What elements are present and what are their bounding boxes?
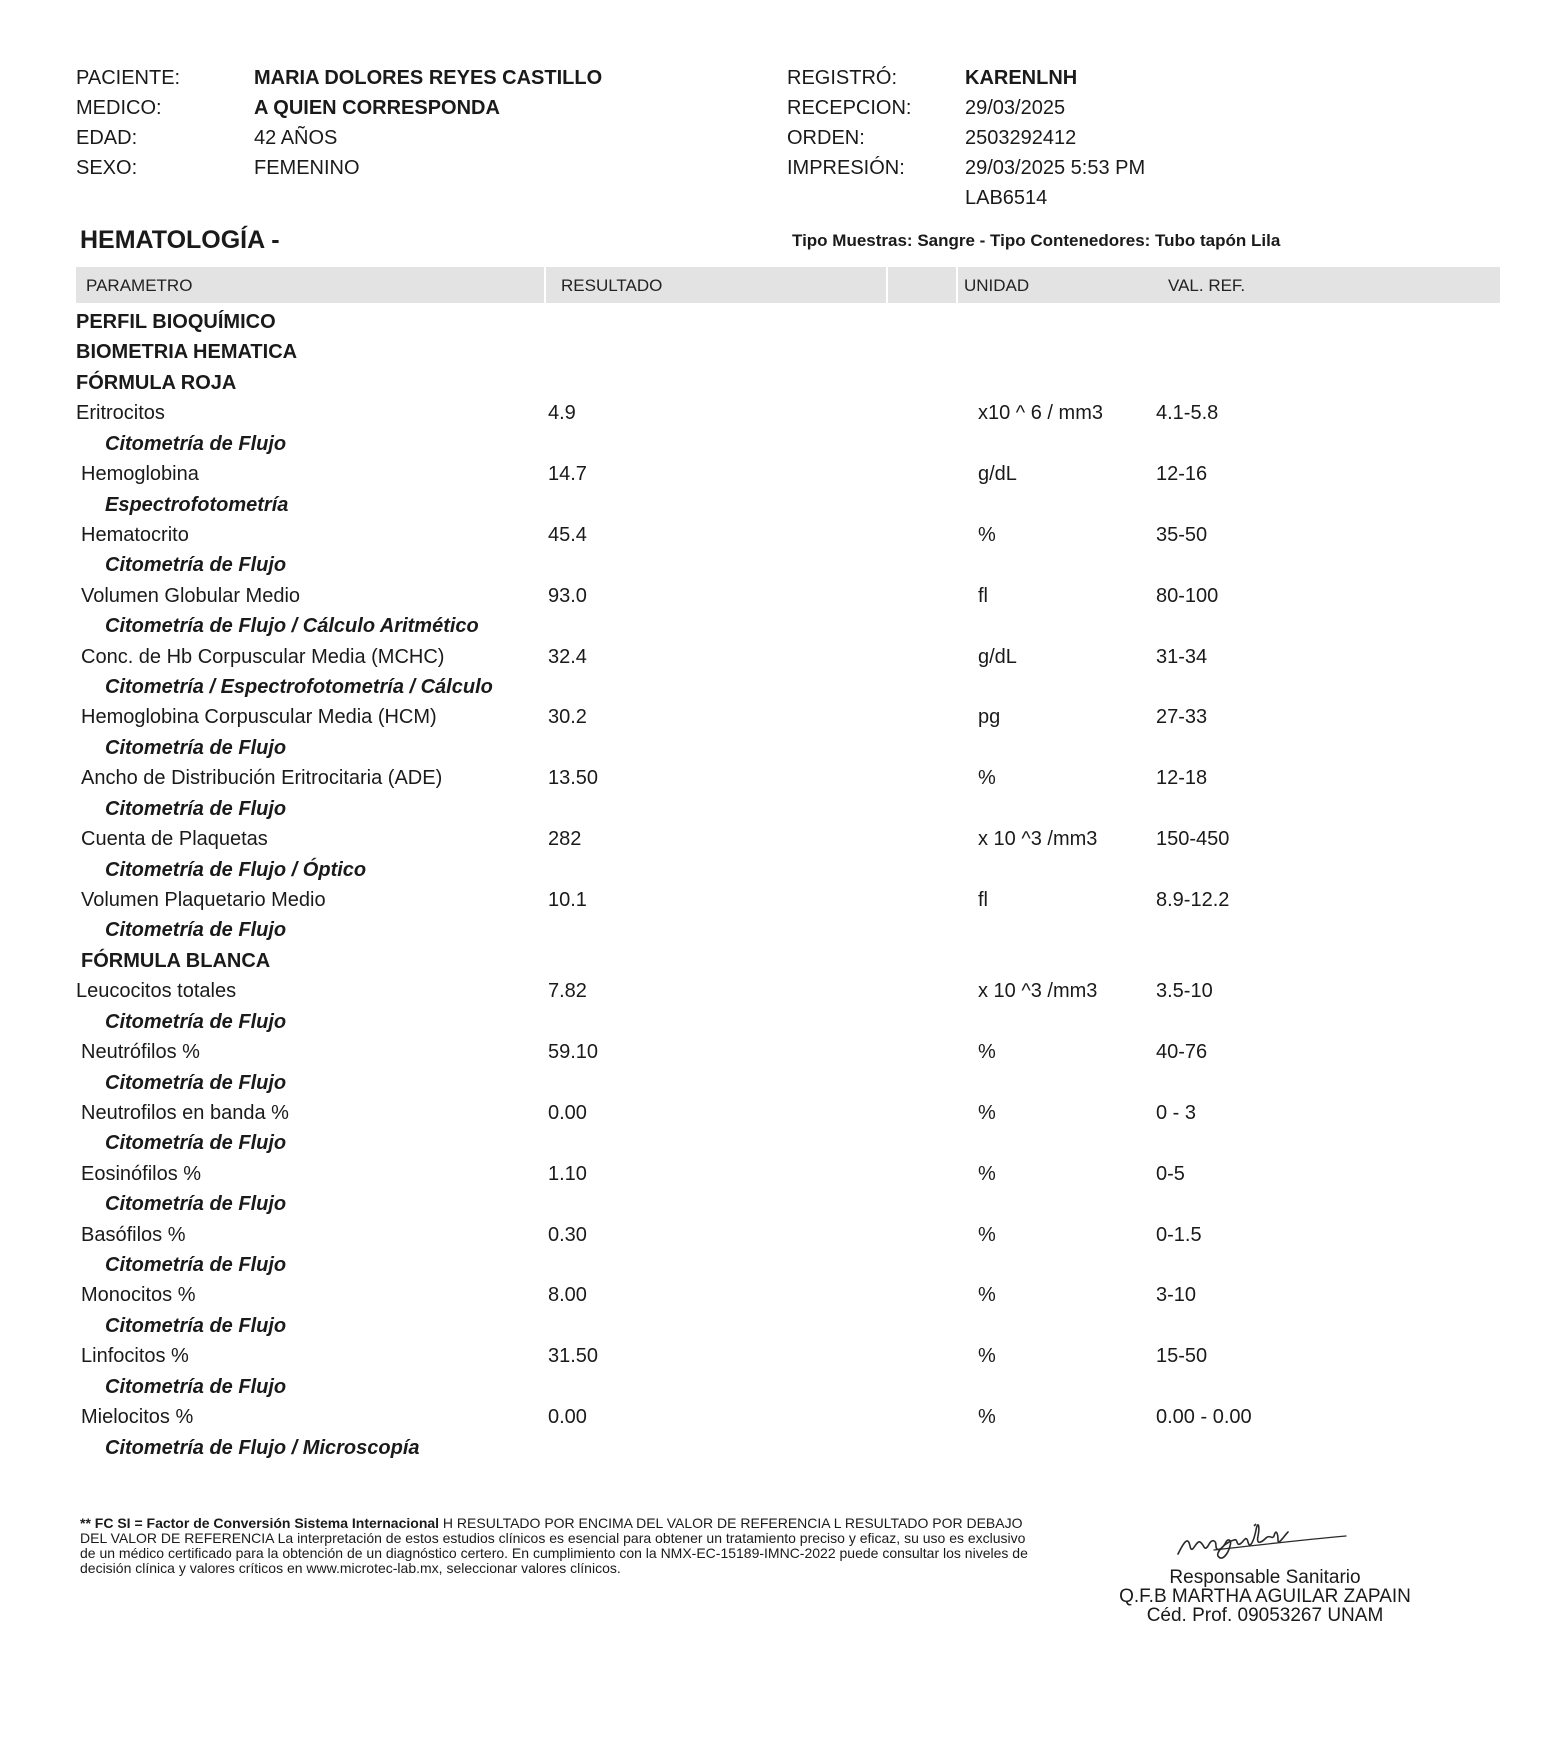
method-row <box>0 919 1545 949</box>
method-row <box>0 1193 1545 1223</box>
reference-value: 80-100 <box>1156 585 1219 607</box>
unit-value: g/dL <box>978 463 1017 485</box>
table-row <box>0 1102 1545 1132</box>
method-row <box>0 615 1545 645</box>
method-name: Citometría de Flujo <box>105 1193 287 1215</box>
method-name: Citometría de Flujo <box>105 1132 287 1154</box>
result-value: 1.10 <box>548 1163 587 1185</box>
reference-value: 0-5 <box>1156 1163 1185 1185</box>
table-row <box>0 524 1545 554</box>
reference-value: 0 - 3 <box>1156 1102 1197 1124</box>
table-row <box>0 1284 1545 1314</box>
result-value: 7.82 <box>548 980 587 1002</box>
table-row <box>0 1345 1545 1375</box>
signature-image <box>1170 1506 1350 1566</box>
responsable-name: Q.F.B MARTHA AGUILAR ZAPAIN <box>1119 1586 1411 1607</box>
method-row <box>0 1011 1545 1041</box>
reference-value: 4.1-5.8 <box>1156 402 1219 424</box>
result-value: 10.1 <box>548 889 587 911</box>
result-value: 0.00 <box>548 1102 587 1124</box>
reference-value: 0-1.5 <box>1156 1224 1202 1246</box>
unit-value: fl <box>978 889 988 911</box>
method-row <box>0 737 1545 767</box>
result-value: 4.9 <box>548 402 576 424</box>
unit-value: % <box>978 1284 996 1306</box>
method-name: Citometría de Flujo <box>105 1376 287 1398</box>
unit-value: % <box>978 1102 996 1124</box>
parameter-name: Linfocitos % <box>81 1345 189 1367</box>
table-row <box>0 1406 1545 1436</box>
unit-value: % <box>978 1345 996 1367</box>
group-row <box>0 311 1545 341</box>
table-row <box>0 767 1545 797</box>
reference-value: 12-16 <box>1156 463 1208 485</box>
unit-value: x 10 ^3 /mm3 <box>978 828 1098 850</box>
method-row <box>0 554 1545 584</box>
method-row <box>0 798 1545 828</box>
parameter-name: Mielocitos % <box>81 1406 194 1428</box>
unit-value: g/dL <box>978 646 1017 668</box>
reference-value: 27-33 <box>1156 706 1208 728</box>
parameter-name: Leucocitos totales <box>76 980 237 1002</box>
method-row <box>0 1437 1545 1467</box>
method-name: Citometría de Flujo <box>105 798 287 820</box>
result-value: 8.00 <box>548 1284 587 1306</box>
info-value: 29/03/2025 <box>965 97 1066 119</box>
table-row <box>0 1224 1545 1254</box>
info-label: REGISTRÓ: <box>787 67 898 89</box>
parameter-name: Volumen Plaquetario Medio <box>81 889 326 911</box>
method-name: Citometría de Flujo <box>105 1011 287 1033</box>
info-value: 29/03/2025 5:53 PM <box>965 157 1146 179</box>
method-name: Citometría de Flujo <box>105 1072 287 1094</box>
responsable-cedula: Céd. Prof. 09053267 UNAM <box>1146 1605 1384 1626</box>
table-row <box>0 646 1545 676</box>
header-val-ref: VAL. REF. <box>1168 276 1246 295</box>
info-value: MARIA DOLORES REYES CASTILLO <box>254 67 603 89</box>
reference-value: 15-50 <box>1156 1345 1208 1367</box>
info-label: RECEPCION: <box>787 97 912 119</box>
parameter-name: Hemoglobina <box>81 463 199 485</box>
info-value: LAB6514 <box>965 187 1048 209</box>
result-value: 59.10 <box>548 1041 599 1063</box>
reference-value: 12-18 <box>1156 767 1208 789</box>
table-row <box>0 889 1545 919</box>
method-name: Citometría de Flujo <box>105 919 287 941</box>
info-value: 2503292412 <box>965 127 1077 149</box>
parameter-name: Eritrocitos <box>76 402 165 424</box>
reference-value: 35-50 <box>1156 524 1208 546</box>
parameter-name: Neutrofilos en banda % <box>81 1102 289 1124</box>
footer-note-text: H RESULTADO POR ENCIMA DEL VALOR DE REFERENCIA L RESULTADO POR DEBAJO DEL VALOR DE REFERENCIA La interpretación de estos estudios clínicos es esencial para obtener un tratamiento preciso y eficaz, su uso es exclusivo de un médico certificado para la obtención de un diagnóstico certero. En cumplimiento con la NMX-EC-15189-IMNC-2022 puede consultar los niveles de decisión clínica y valores críticos en www.microtec-lab.mx, seleccionar valores clínicos. <box>80 1515 1028 1576</box>
method-name: Citometría de Flujo / Óptico <box>105 859 367 881</box>
unit-value: x10 ^ 6 / mm3 <box>978 402 1103 424</box>
result-value: 14.7 <box>548 463 587 485</box>
group-row <box>0 950 1545 980</box>
parameter-name: Basófilos % <box>81 1224 186 1246</box>
method-row <box>0 494 1545 524</box>
result-value: 282 <box>548 828 582 850</box>
method-name: Citometría de Flujo / Microscopía <box>105 1437 420 1459</box>
reference-value: 40-76 <box>1156 1041 1208 1063</box>
footer-disclaimer <box>80 1516 1035 1576</box>
unit-value: pg <box>978 706 1001 728</box>
method-row <box>0 1315 1545 1345</box>
table-row <box>0 706 1545 736</box>
result-value: 31.50 <box>548 1345 599 1367</box>
parameter-name: Volumen Globular Medio <box>81 585 301 607</box>
responsable-sanitario-block <box>1090 1568 1440 1625</box>
method-name: Citometría / Espectrofotometría / Cálculo <box>105 676 493 698</box>
reference-value: 3.5-10 <box>1156 980 1213 1002</box>
unit-value: % <box>978 1163 996 1185</box>
info-value: KARENLNH <box>965 67 1078 89</box>
method-row <box>0 433 1545 463</box>
reference-value: 31-34 <box>1156 646 1208 668</box>
unit-value: % <box>978 524 996 546</box>
info-label: SEXO: <box>76 157 138 179</box>
parameter-name: FÓRMULA ROJA <box>76 372 237 394</box>
method-name: Citometría de Flujo <box>105 737 287 759</box>
result-value: 0.30 <box>548 1224 587 1246</box>
result-value: 93.0 <box>548 585 587 607</box>
table-row <box>0 463 1545 493</box>
parameter-name: Hemoglobina Corpuscular Media (HCM) <box>81 706 437 728</box>
responsable-title: Responsable Sanitario <box>1169 1567 1361 1588</box>
table-row <box>0 1041 1545 1071</box>
info-label: ORDEN: <box>787 127 865 149</box>
parameter-name: Ancho de Distribución Eritrocitaria (ADE) <box>81 767 443 789</box>
unit-value: % <box>978 1041 996 1063</box>
parameter-name: Cuenta de Plaquetas <box>81 828 268 850</box>
method-row <box>0 676 1545 706</box>
header-unidad: UNIDAD <box>964 276 1030 295</box>
info-label: MEDICO: <box>76 97 162 119</box>
sample-info: Tipo Muestras: Sangre - Tipo Contenedores: Tubo tapón Lila <box>792 231 1281 250</box>
method-name: Citometría de Flujo <box>105 433 287 455</box>
table-row <box>0 402 1545 432</box>
result-value: 30.2 <box>548 706 587 728</box>
parameter-name: Eosinófilos % <box>81 1163 202 1185</box>
header-resultado: RESULTADO <box>561 276 663 295</box>
unit-value: x 10 ^3 /mm3 <box>978 980 1098 1002</box>
reference-value: 0.00 - 0.00 <box>1156 1406 1252 1428</box>
info-label: EDAD: <box>76 127 138 149</box>
method-name: Citometría de Flujo <box>105 554 287 576</box>
result-value: 45.4 <box>548 524 587 546</box>
table-row <box>0 828 1545 858</box>
method-row <box>0 1254 1545 1284</box>
method-row <box>0 1072 1545 1102</box>
parameter-name: Conc. de Hb Corpuscular Media (MCHC) <box>81 646 445 668</box>
unit-value: % <box>978 1406 996 1428</box>
footer-note-bold: ** FC SI = Factor de Conversión Sistema Internacional <box>80 1515 440 1531</box>
unit-value: % <box>978 1224 996 1246</box>
method-name: Citometría de Flujo / Cálculo Aritmético <box>105 615 479 637</box>
info-value: A QUIEN CORRESPONDA <box>254 97 500 119</box>
method-name: Citometría de Flujo <box>105 1315 287 1337</box>
method-row <box>0 1376 1545 1406</box>
section-title: HEMATOLOGÍA - <box>80 226 280 254</box>
reference-value: 150-450 <box>1156 828 1230 850</box>
reference-value: 8.9-12.2 <box>1156 889 1230 911</box>
group-row <box>0 341 1545 371</box>
parameter-name: Monocitos % <box>81 1284 196 1306</box>
result-value: 0.00 <box>548 1406 587 1428</box>
unit-value: fl <box>978 585 988 607</box>
info-value: FEMENINO <box>254 157 360 179</box>
parameter-name: Hematocrito <box>81 524 189 546</box>
header-parametro: PARAMETRO <box>86 276 193 295</box>
method-name: Citometría de Flujo <box>105 1254 287 1276</box>
table-row <box>0 980 1545 1010</box>
group-row <box>0 372 1545 402</box>
result-value: 13.50 <box>548 767 599 789</box>
reference-value: 3-10 <box>1156 1284 1197 1306</box>
unit-value: % <box>978 767 996 789</box>
info-label: IMPRESIÓN: <box>787 157 905 179</box>
method-name: Espectrofotometría <box>105 494 289 516</box>
parameter-name: FÓRMULA BLANCA <box>81 950 271 972</box>
method-row <box>0 859 1545 889</box>
info-value: 42 AÑOS <box>254 127 338 149</box>
parameter-name: BIOMETRIA HEMATICA <box>76 341 298 363</box>
parameter-name: PERFIL BIOQUÍMICO <box>76 311 276 333</box>
parameter-name: Neutrófilos % <box>81 1041 200 1063</box>
table-row <box>0 1163 1545 1193</box>
method-row <box>0 1132 1545 1162</box>
info-label: PACIENTE: <box>76 67 181 89</box>
table-row <box>0 585 1545 615</box>
result-value: 32.4 <box>548 646 587 668</box>
